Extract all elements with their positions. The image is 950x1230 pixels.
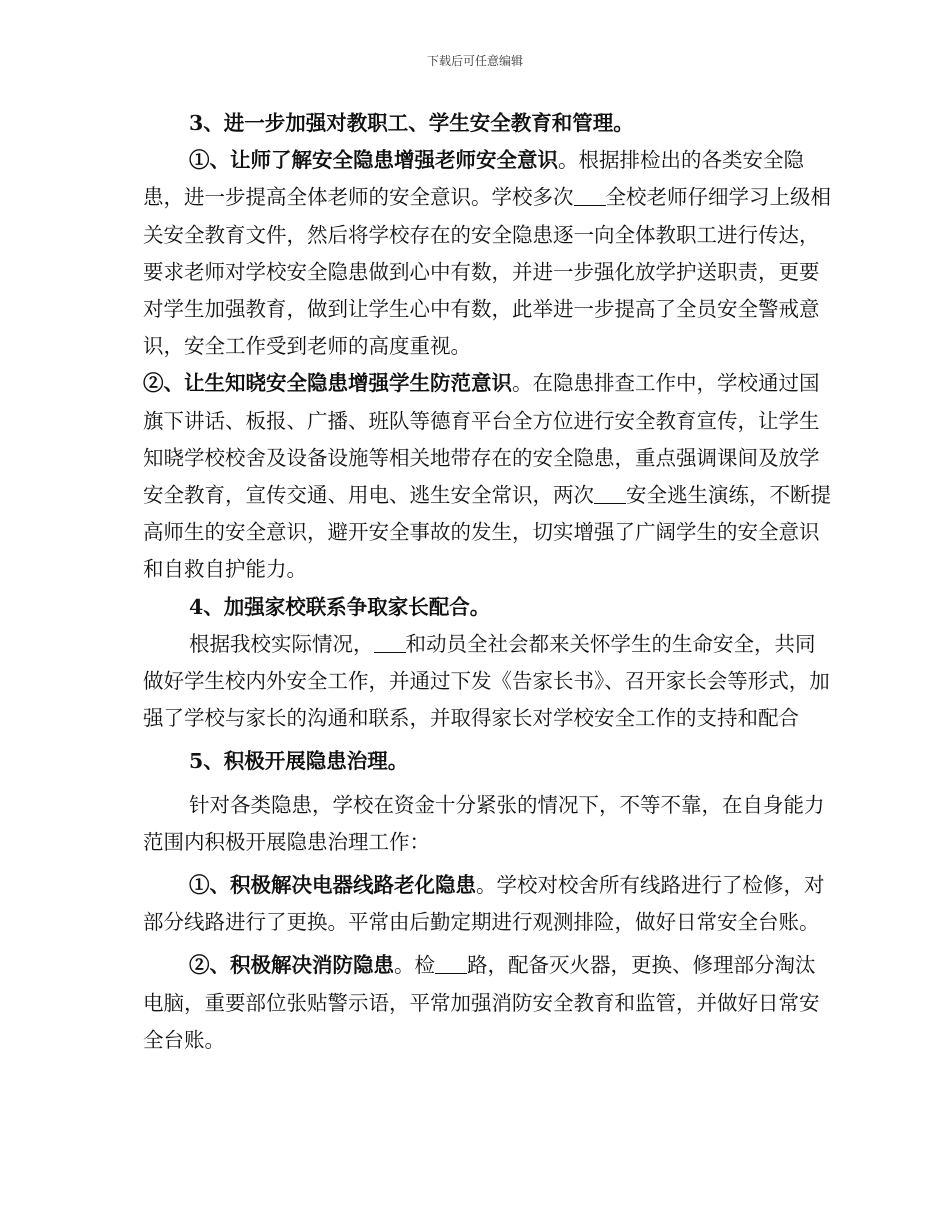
paragraph-electrical — [143, 867, 833, 941]
paragraph-text: 路，配备灭火器，更换、修理部分淘汰电脑，重要部位张贴警示语，平常加强消防安全教育和监管，并做好日常安全台账。 — [143, 953, 820, 1052]
paragraph-text: 和动员全社会都来关怀学生的生命安全，共同做好学生校内外安全工作，并通过下发《告家长书》、召开家长会等形式，加强了学校与家长的沟通和联系，并取得家长对学校安全工作的支持和配合 — [143, 631, 830, 731]
paragraph-student-awareness — [143, 365, 833, 588]
subheading-fire: ②、积极解决消防隐患 — [189, 953, 394, 978]
subheading-teacher-awareness: ①、让师了解安全隐患增强老师安全意识 — [189, 148, 558, 173]
paragraph-teacher-awareness — [143, 142, 833, 365]
blank-line — [374, 634, 406, 653]
subheading-electrical: ①、积极解决电器线路老化隐患 — [189, 873, 476, 898]
blank-line — [435, 955, 467, 974]
section-heading-4: 4、加强家校联系争取家长配合。 — [189, 594, 491, 619]
paragraph-text: 。在隐患排查工作中，学校通过国旗下讲话、板报、广播、班队等德育平台全方位进行安全教育宣传，让学生知晓学校校舍及设备设施等相关地带存在的安全隐患，重点强调课间及放学安全教育，宣传交通、用电、逃生安全常识，两次 — [143, 371, 820, 508]
paragraph-home-school — [143, 626, 833, 738]
blank-line — [594, 485, 626, 504]
document-body — [143, 105, 833, 1059]
paragraph-hazard-intro: 针对各类隐患，学校在资金十分紧张的情况下，不等不靠，在自身能力范围内积极开展隐患治理工作： — [143, 792, 825, 854]
section-heading-5: 5、积极开展隐患治理。 — [189, 749, 409, 774]
page-header: 下载后可任意编辑 — [426, 54, 523, 68]
paragraph-text: 安全逃生演练，不断提高师生的安全意识，避开安全事故的发生，切实增强了广阔学生的安全意识和自救自护能力。 — [143, 483, 831, 582]
paragraph-text: 。学校对校舍所有线路进行了检修，对部分线路进行了更换。平常由后勤定期进行观测排险，做好日常安全台账。 — [143, 873, 825, 935]
subheading-student-awareness: ②、让生知晓安全隐患增强学生防范意识 — [143, 371, 512, 396]
paragraph-fire — [143, 947, 833, 1059]
section-heading-3: 3、进一步加强对教职工、学生安全教育和管理。 — [189, 111, 634, 135]
paragraph-text: 全校老师仔细学习上级相关安全教育文件，然后将学校存在的安全隐患逐一向全体教职工进行传达，要求老师对学校安全隐患做到心中有数，并进一步强化放学护送职责，更要对学生加强教育，做到让学生心中有数，此举进一步提高了全员安全警戒意识，安全工作受到老师的高度重视。 — [143, 185, 831, 359]
blank-line — [574, 187, 606, 206]
paragraph-text: 根据我校实际情况， — [189, 631, 374, 656]
paragraph-text: 。根据排检出的各类安全隐患，进一步提高全体老师的安全意识。学校多次 — [143, 148, 804, 210]
paragraph-text: 。检 — [394, 953, 435, 978]
